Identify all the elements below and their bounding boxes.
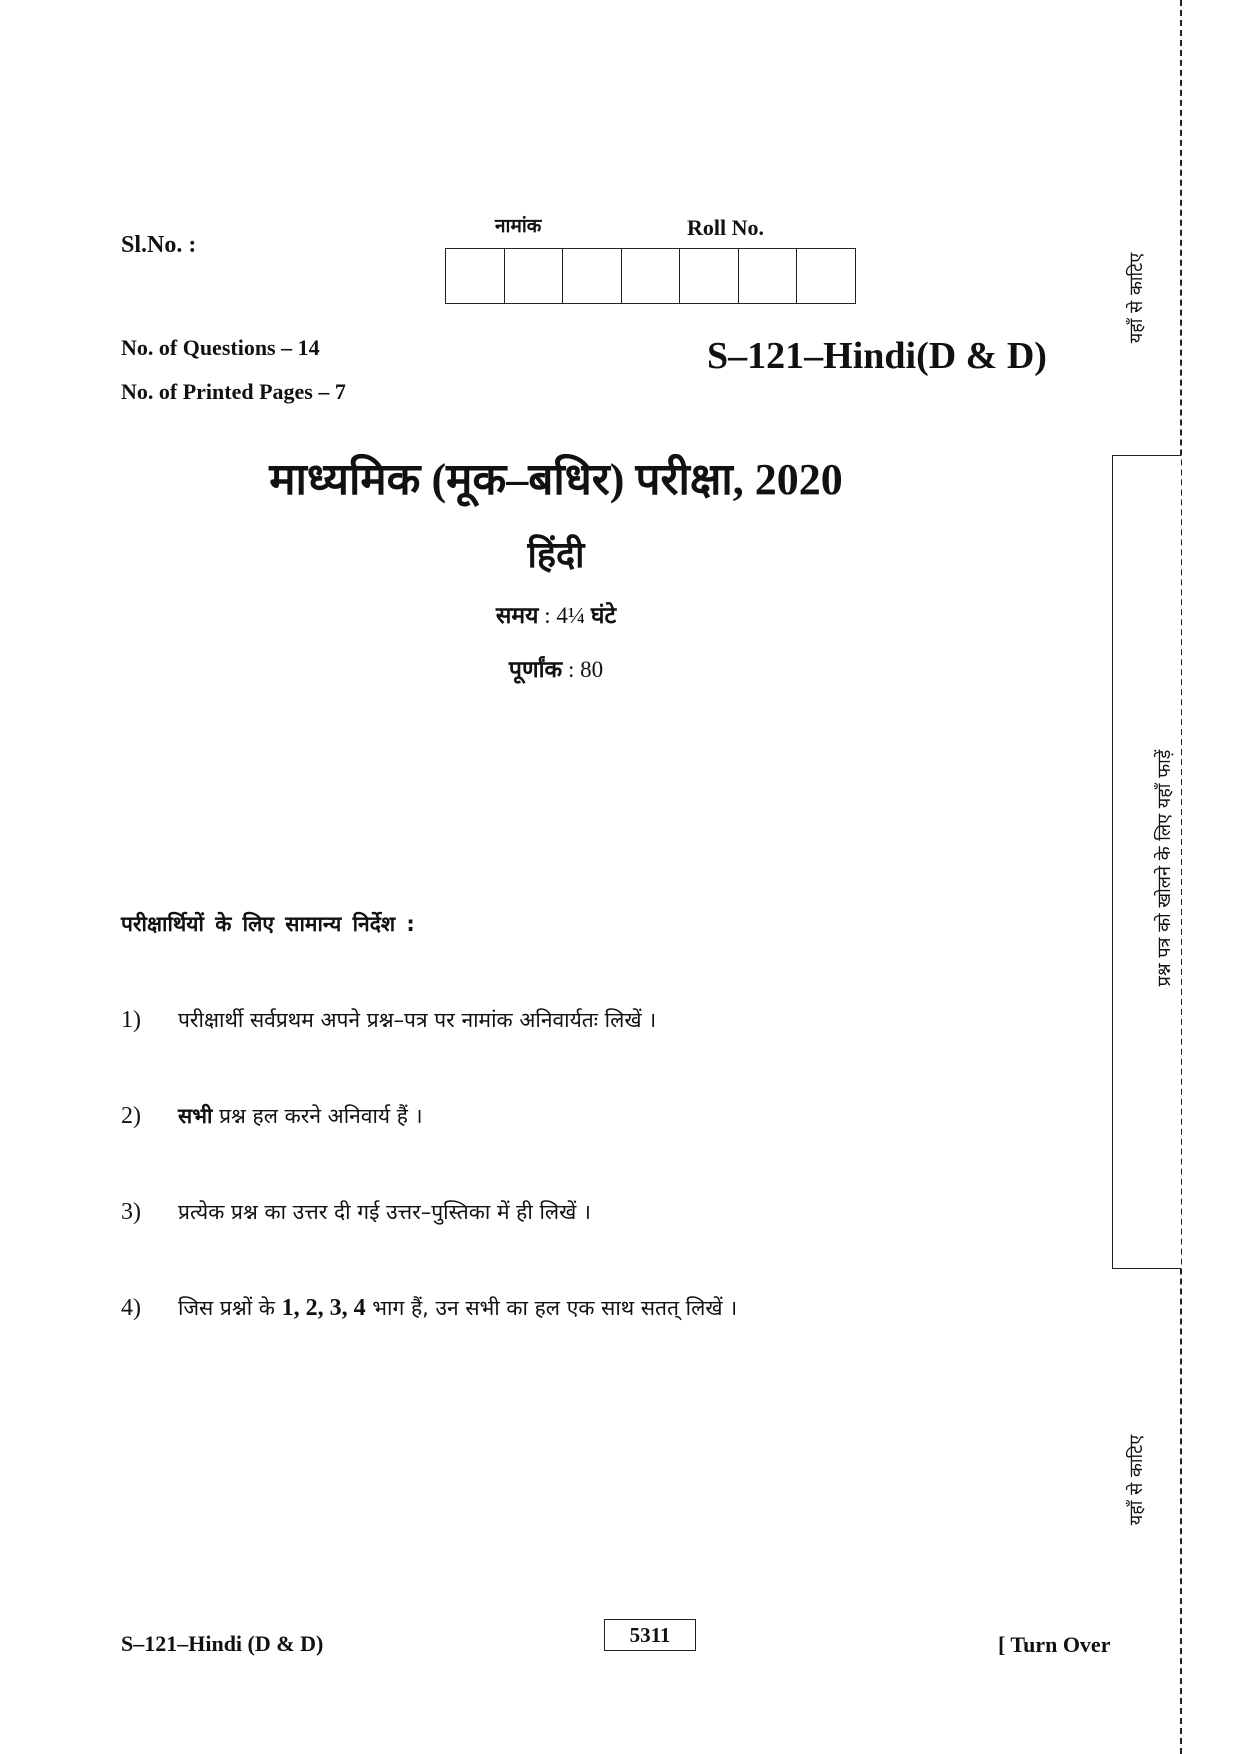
footer-paper-code: S–121–Hindi (D & D) [121, 1631, 324, 1656]
instructions-heading: परीक्षार्थियों के लिए सामान्य निर्देश : [121, 912, 415, 936]
instruction-item [121, 1006, 656, 1034]
tear-here-label: प्रश्न पत्र को खोलने के लिए यहाँ फाड़ें [1154, 749, 1175, 987]
instruction-text: जिस प्रश्नों के [178, 1296, 282, 1320]
marks-value: : 80 [562, 657, 604, 682]
instruction-text: भाग हैं, उन सभी का हल एक साथ सतत् लिखें । [365, 1296, 738, 1320]
roll-digit-box[interactable] [446, 249, 505, 303]
instruction-number: 1) [121, 1007, 141, 1033]
roll-digit-box[interactable] [739, 249, 798, 303]
maximum-marks [0, 652, 1112, 684]
instruction-parts: 1, 2, 3, 4 [281, 1295, 366, 1321]
roll-number-label: Roll No. [687, 215, 764, 240]
roll-digit-box[interactable] [680, 249, 739, 303]
number-of-questions: No. of Questions – 14 [121, 335, 320, 360]
instruction-item [121, 1198, 591, 1226]
roll-number-label-hindi: नामांक [495, 215, 542, 237]
paper-code: S–121–Hindi(D & D) [707, 335, 1047, 377]
serial-number-label: Sl.No. : [121, 232, 197, 258]
page-code-box: 5311 [604, 1619, 696, 1651]
instruction-number: 4) [121, 1295, 141, 1321]
instruction-text: परीक्षार्थी सर्वप्रथम अपने प्रश्न–पत्र पर नामांक अनिवार्यतः लिखें । [178, 1008, 657, 1032]
instruction-number: 3) [121, 1199, 141, 1225]
number-of-printed-pages: No. of Printed Pages – 7 [121, 379, 346, 404]
instruction-item [121, 1294, 737, 1322]
marks-label: पूर्णांक [508, 657, 563, 683]
instruction-text: प्रत्येक प्रश्न का उत्तर दी गई उत्तर–पुस्तिका में ही लिखें । [178, 1200, 591, 1224]
instruction-text: प्रश्न हल करने अनिवार्य हैं । [212, 1104, 423, 1128]
duration-unit: घंटे [590, 603, 617, 629]
duration-value: : 4¼ [538, 603, 591, 628]
roll-digit-box[interactable] [505, 249, 564, 303]
roll-number-boxes [445, 248, 856, 304]
cut-here-label-top: यहाँ से काटिए [1126, 252, 1147, 344]
roll-digit-box[interactable] [622, 249, 681, 303]
instruction-number: 2) [121, 1103, 141, 1129]
duration-label: समय [495, 603, 539, 629]
roll-digit-box[interactable] [563, 249, 622, 303]
exam-title: माध्यमिक (मूक–बधिर) परीक्षा, 2020 [269, 455, 843, 504]
instruction-item [121, 1102, 423, 1130]
turn-over-label: [ Turn Over [998, 1632, 1111, 1657]
instruction-emphasis: सभी [178, 1104, 213, 1128]
exam-duration [0, 598, 1112, 630]
subject-title: हिंदी [527, 534, 585, 576]
roll-digit-box[interactable] [797, 249, 855, 303]
cut-here-label-bottom: यहाँ से काटिए [1126, 1434, 1147, 1526]
